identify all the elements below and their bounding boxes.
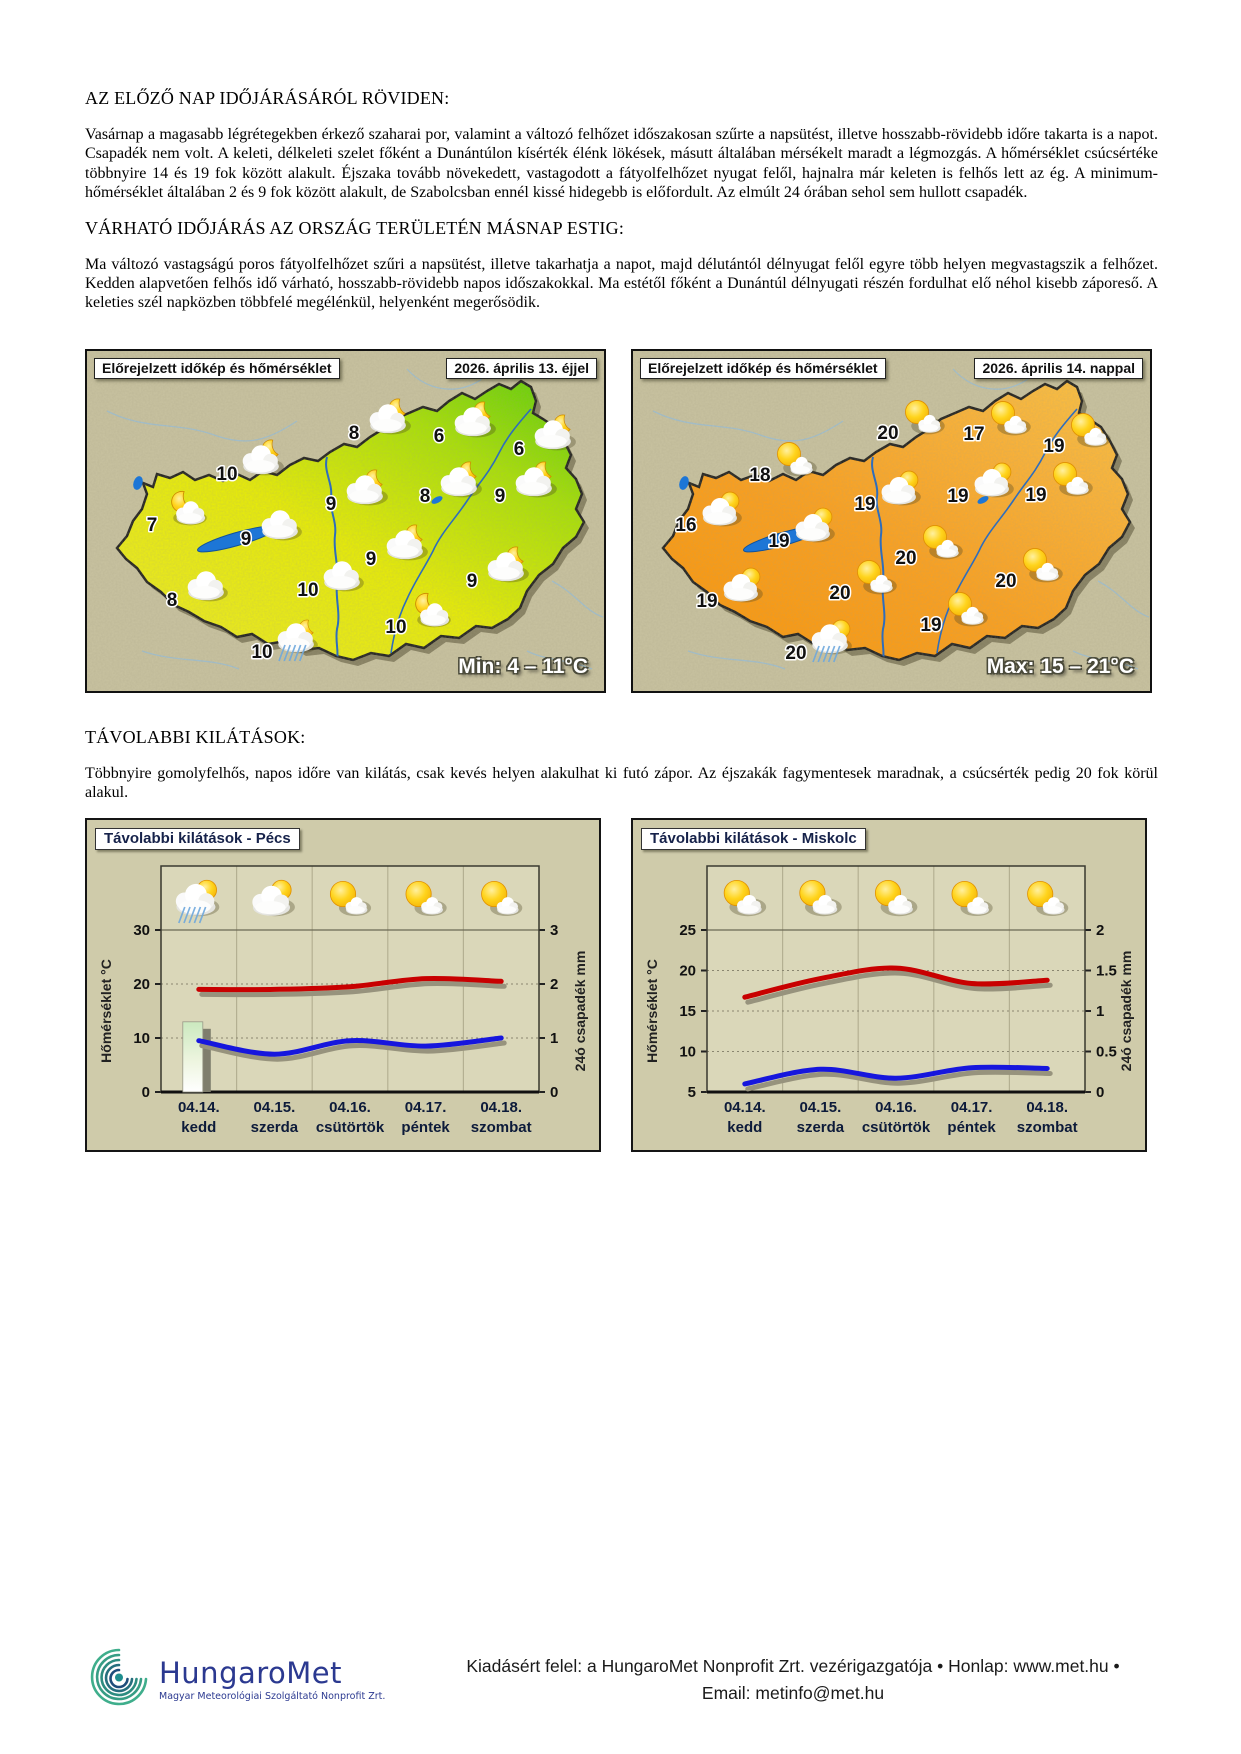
temperature-label: 17 — [963, 423, 985, 445]
svg-text:szerda: szerda — [250, 1118, 299, 1136]
temperature-label: 10 — [385, 616, 407, 638]
temperature-label: 19 — [1043, 435, 1065, 457]
svg-text:1: 1 — [550, 1029, 559, 1047]
precipitation-bar — [183, 1021, 203, 1091]
svg-text:10: 10 — [133, 1029, 150, 1047]
temperature-label: 6 — [513, 438, 525, 460]
footer — [85, 1645, 1181, 1715]
temperature-label: 19 — [768, 530, 790, 552]
outlook-summary: Többnyire gomolyfelhős, napos időre van kilátás, csak kevés helyen alakulhat ki futó zápor. Az éjszakák fagymentesek maradnak, a csúcsérték pedig 20 fok körül alakul. — [85, 764, 1158, 802]
temperature-label: 16 — [675, 514, 697, 536]
svg-text:1.5: 1.5 — [1096, 962, 1117, 980]
temperature-label: 19 — [947, 485, 969, 507]
hungary-map-night-canvas — [87, 351, 604, 691]
forecast-map-night — [85, 349, 606, 693]
svg-text:péntek: péntek — [947, 1118, 996, 1136]
svg-text:04.18.: 04.18. — [480, 1098, 523, 1116]
temperature-label: 8 — [419, 485, 431, 507]
temperature-label: 9 — [466, 570, 478, 592]
svg-text:2: 2 — [1096, 921, 1105, 939]
imprint-text — [405, 1653, 1181, 1707]
temperature-label: 9 — [365, 548, 377, 570]
svg-text:péntek: péntek — [401, 1118, 450, 1136]
svg-text:0: 0 — [550, 1083, 559, 1101]
svg-text:Hőmérséklet °C: Hőmérséklet °C — [644, 958, 660, 1063]
temperature-label: 19 — [1025, 484, 1047, 506]
svg-text:04.17.: 04.17. — [404, 1098, 447, 1116]
map-date-badge: 2026. április 14. nappal — [974, 358, 1143, 379]
section-title-outlook: TÁVOLABBI KILÁTÁSOK: — [85, 726, 306, 747]
forecast-map-day — [631, 349, 1152, 693]
hungaromet-spiral-icon — [85, 1645, 153, 1715]
svg-text:1: 1 — [1096, 1002, 1105, 1020]
svg-text:0: 0 — [1096, 1083, 1105, 1101]
map-date-badge: 2026. április 13. éjjel — [446, 358, 597, 379]
chart-title-badge: Távolabbi kilátások - Miskolc — [641, 828, 866, 850]
imprint-line2: Email: metinfo@met.hu — [701, 1683, 885, 1703]
logo-tagline: Magyar Meteorológiai Szolgáltató Nonprofit Zrt. — [159, 1690, 386, 1702]
temperature-label: 10 — [251, 641, 273, 663]
chart-title-badge: Távolabbi kilátások - Pécs — [95, 828, 300, 850]
svg-text:20: 20 — [679, 962, 696, 980]
svg-text:0: 0 — [141, 1083, 150, 1101]
forecast-maps-row — [85, 349, 1158, 693]
svg-text:5: 5 — [687, 1083, 696, 1101]
temperature-label: 18 — [749, 464, 771, 486]
svg-text:3: 3 — [550, 921, 559, 939]
temperature-label: 7 — [146, 514, 158, 536]
svg-text:2: 2 — [550, 975, 559, 993]
svg-text:04.15.: 04.15. — [799, 1098, 842, 1116]
hungary-map-day-canvas — [633, 351, 1150, 691]
chart-canvas-pecs — [87, 820, 599, 1150]
svg-text:24ó csapadék mm: 24ó csapadék mm — [1118, 950, 1134, 1071]
svg-text:15: 15 — [679, 1002, 696, 1020]
temperature-label: 10 — [216, 463, 238, 485]
temperature-label: 8 — [166, 589, 178, 611]
chart-canvas-miskolc — [633, 820, 1145, 1150]
imprint-line1: Kiadásért felel: a HungaroMet Nonprofit Zrt. vezérigazgatója • Honlap: www.met.hu • — [466, 1655, 1120, 1676]
section-title-forecast: VÁRHATÓ IDŐJÁRÁS AZ ORSZÁG TERÜLETÉN MÁSNAP ESTIG: — [85, 217, 625, 238]
svg-text:Hőmérséklet °C: Hőmérséklet °C — [98, 958, 114, 1063]
hungaromet-logo — [85, 1645, 405, 1715]
svg-text:30: 30 — [133, 921, 150, 939]
outlook-charts-row — [85, 818, 1158, 1152]
svg-text:csütörtök: csütörtök — [315, 1118, 385, 1136]
temperature-label: 20 — [895, 547, 917, 569]
svg-text:04.17.: 04.17. — [950, 1098, 993, 1116]
outlook-chart-miskolc — [631, 818, 1147, 1152]
svg-text:szombat: szombat — [470, 1118, 532, 1136]
temperature-label: 8 — [348, 422, 360, 444]
svg-text:kedd: kedd — [727, 1118, 763, 1136]
temperature-label: 9 — [240, 528, 252, 550]
svg-text:10: 10 — [679, 1043, 696, 1061]
previous-day-summary: Vasárnap a magasabb légrétegekben érkező szaharai por, valamint a változó felhőzet időszakosan szűrte a napsütést, illetve hosszabb-rövidebb időre takarta is a napot. Csapadék nem volt. A keleti, délkeleti szelet főként a Dunántúlon kísérték élénk lökések, másutt általában mérsékelt maradt a légmozgás. A hőmérséklet csúcsértéke többnyire 14 és 19 fok között alakult. Éjszaka tovább növekedett, vastagodott a fátyolfelhőzet nyugat felől, hajnalra már keleten is felhős lett az ég. A minimum-hőmérséklet általában 2 és 9 fok között alakult, de Szabolcsban ennél kissé hidegebb is előfordult. Az elmúlt 24 órában sehol sem hullott csapadék. — [85, 126, 1158, 202]
section-title-previous-day: AZ ELŐZŐ NAP IDŐJÁRÁSÁRÓL RÖVIDEN: — [85, 88, 450, 108]
svg-text:04.15.: 04.15. — [253, 1098, 296, 1116]
temperature-label: 19 — [920, 614, 942, 636]
svg-text:szombat: szombat — [1016, 1118, 1078, 1136]
svg-text:24ó csapadék mm: 24ó csapadék mm — [572, 950, 588, 1071]
svg-text:szerda: szerda — [796, 1118, 845, 1136]
svg-text:04.18.: 04.18. — [1026, 1098, 1069, 1116]
temperature-label: 20 — [785, 642, 807, 664]
temperature-label: 9 — [494, 485, 506, 507]
temperature-label: 19 — [854, 493, 876, 515]
temperature-label: 19 — [696, 590, 718, 612]
svg-text:csütörtök: csütörtök — [861, 1118, 931, 1136]
outlook-chart-pecs — [85, 818, 601, 1152]
max-temperature-range-label: Max: 15 – 21°C — [986, 654, 1134, 678]
svg-text:kedd: kedd — [181, 1118, 217, 1136]
temperature-label: 10 — [297, 579, 319, 601]
map-title-badge: Előrejelzett időkép és hőmérséklet — [640, 358, 886, 379]
temperature-label: 6 — [433, 425, 445, 447]
temperature-label: 9 — [325, 493, 337, 515]
forecast-summary: Ma változó vastagságú poros fátyolfelhőzet szűri a napsütést, illetve takarhatja a napot, majd délutántól délnyugat felől egyre több helyen megvastagszik a felhőzet. Kedden alapvetően felhős idő várható, hosszabb-rövidebb napos időszakokkal. Ma estétől főként a Dunántúl délnyugati részén fordulhat elő néhol kisebb záporeső. A keleties szél napközben többfelé megélénkül, helyenként megerősödik. — [85, 255, 1158, 312]
logo-wordmark: HungaroMet — [159, 1655, 343, 1690]
min-temperature-range-label: Min: 4 – 11°C — [458, 654, 588, 678]
svg-text:20: 20 — [133, 975, 150, 993]
temperature-label: 20 — [877, 422, 899, 444]
svg-text:04.14.: 04.14. — [177, 1098, 220, 1116]
temperature-label: 20 — [829, 582, 851, 604]
svg-text:04.16.: 04.16. — [875, 1098, 917, 1116]
svg-text:04.14.: 04.14. — [723, 1098, 766, 1116]
map-title-badge: Előrejelzett időkép és hőmérséklet — [94, 358, 340, 379]
svg-text:0.5: 0.5 — [1096, 1043, 1117, 1061]
svg-text:04.16.: 04.16. — [329, 1098, 371, 1116]
temperature-label: 20 — [995, 570, 1017, 592]
svg-text:25: 25 — [679, 921, 696, 939]
